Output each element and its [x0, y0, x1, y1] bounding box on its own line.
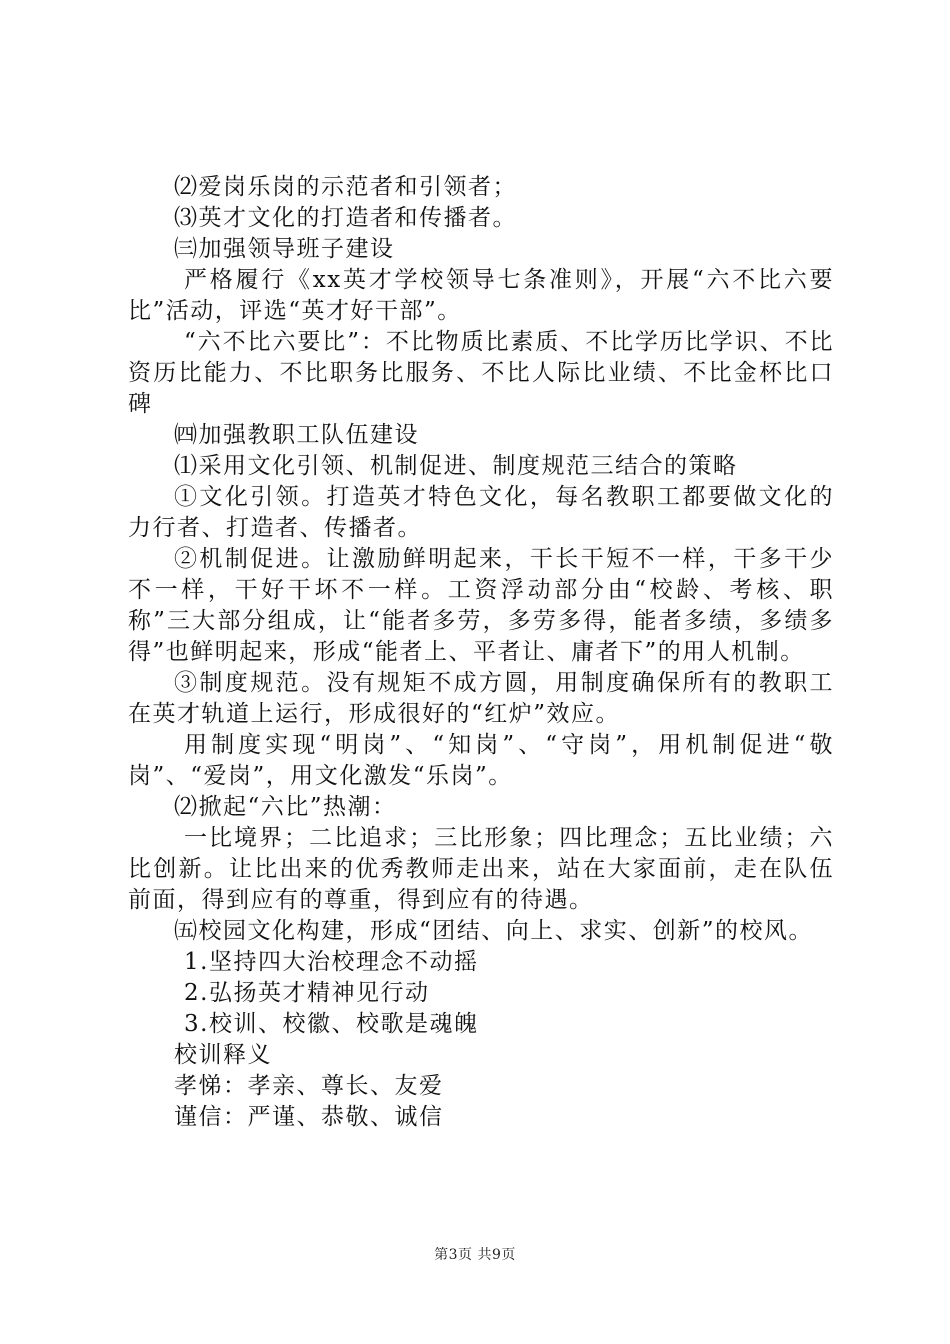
paragraph: ⑵爱岗乐岗的示范者和引领者； — [174, 174, 517, 200]
paragraph: ②机制促进。让激励鲜明起来，干长干短不一样，干多干少不一样，干好干坏不一样。工资浮动部分由“校龄、考核、职称”三大部分组成，让“能者多劳，多劳多得，能者多绩，多绩多得”也鲜明起来，形成“能者上、平者让、庸者下”的用人机制。 — [128, 546, 834, 665]
paragraph: ①文化引领。打造英才特色文化，每名教职工都要做文化的力行者、打造者、传播者。 — [128, 484, 834, 541]
section-heading: ㈣加强教职工队伍建设 — [174, 422, 419, 448]
document-body — [128, 172, 834, 1133]
paragraph: ③制度规范。没有规矩不成方圆，用制度确保所有的教职工在英才轨道上运行，形成很好的“红炉”效应。 — [128, 670, 834, 727]
section-heading: ㈢加强领导班子建设 — [174, 236, 395, 262]
paragraph: 孝悌：孝亲、尊长、友爱 — [174, 1073, 444, 1099]
paragraph: “六不比六要比”：不比物质比素质、不比学历比学识、不比资历比能力、不比职务比服务、不比人际比业绩、不比金杯比口碑 — [128, 329, 834, 417]
paragraph: ⑴采用文化引领、机制促进、制度规范三结合的策略 — [174, 453, 738, 479]
paragraph: 严格履行《xx英才学校领导七条准则》，开展“六不比六要比”活动，评选“英才好干部”。 — [128, 267, 834, 324]
list-item: 3.校训、校徽、校歌是魂魄 — [184, 1011, 479, 1037]
list-item: 2.弘扬英才精神见行动 — [184, 980, 430, 1006]
paragraph: ⑵掀起“六比”热潮： — [174, 794, 397, 820]
paragraph: 校训释义 — [174, 1042, 272, 1068]
paragraph: 用制度实现“明岗”、“知岗”、“守岗”，用机制促进“敬岗”、“爱岗”，用文化激发“乐岗”。 — [128, 732, 834, 789]
paragraph: 谨信：严谨、恭敬、诚信 — [174, 1104, 444, 1130]
section-heading: ㈤校园文化构建，形成“团结、向上、求实、创新”的校风。 — [174, 918, 814, 944]
paragraph: ⑶英才文化的打造者和传播者。 — [174, 205, 517, 231]
list-item: 1.坚持四大治校理念不动摇 — [184, 949, 479, 975]
page-footer: 第3页 共9页 — [434, 1247, 516, 1263]
paragraph: 一比境界；二比追求；三比形象；四比理念；五比业绩；六比创新。让比出来的优秀教师走出来，站在大家面前，走在队伍前面，得到应有的尊重，得到应有的待遇。 — [128, 825, 834, 913]
